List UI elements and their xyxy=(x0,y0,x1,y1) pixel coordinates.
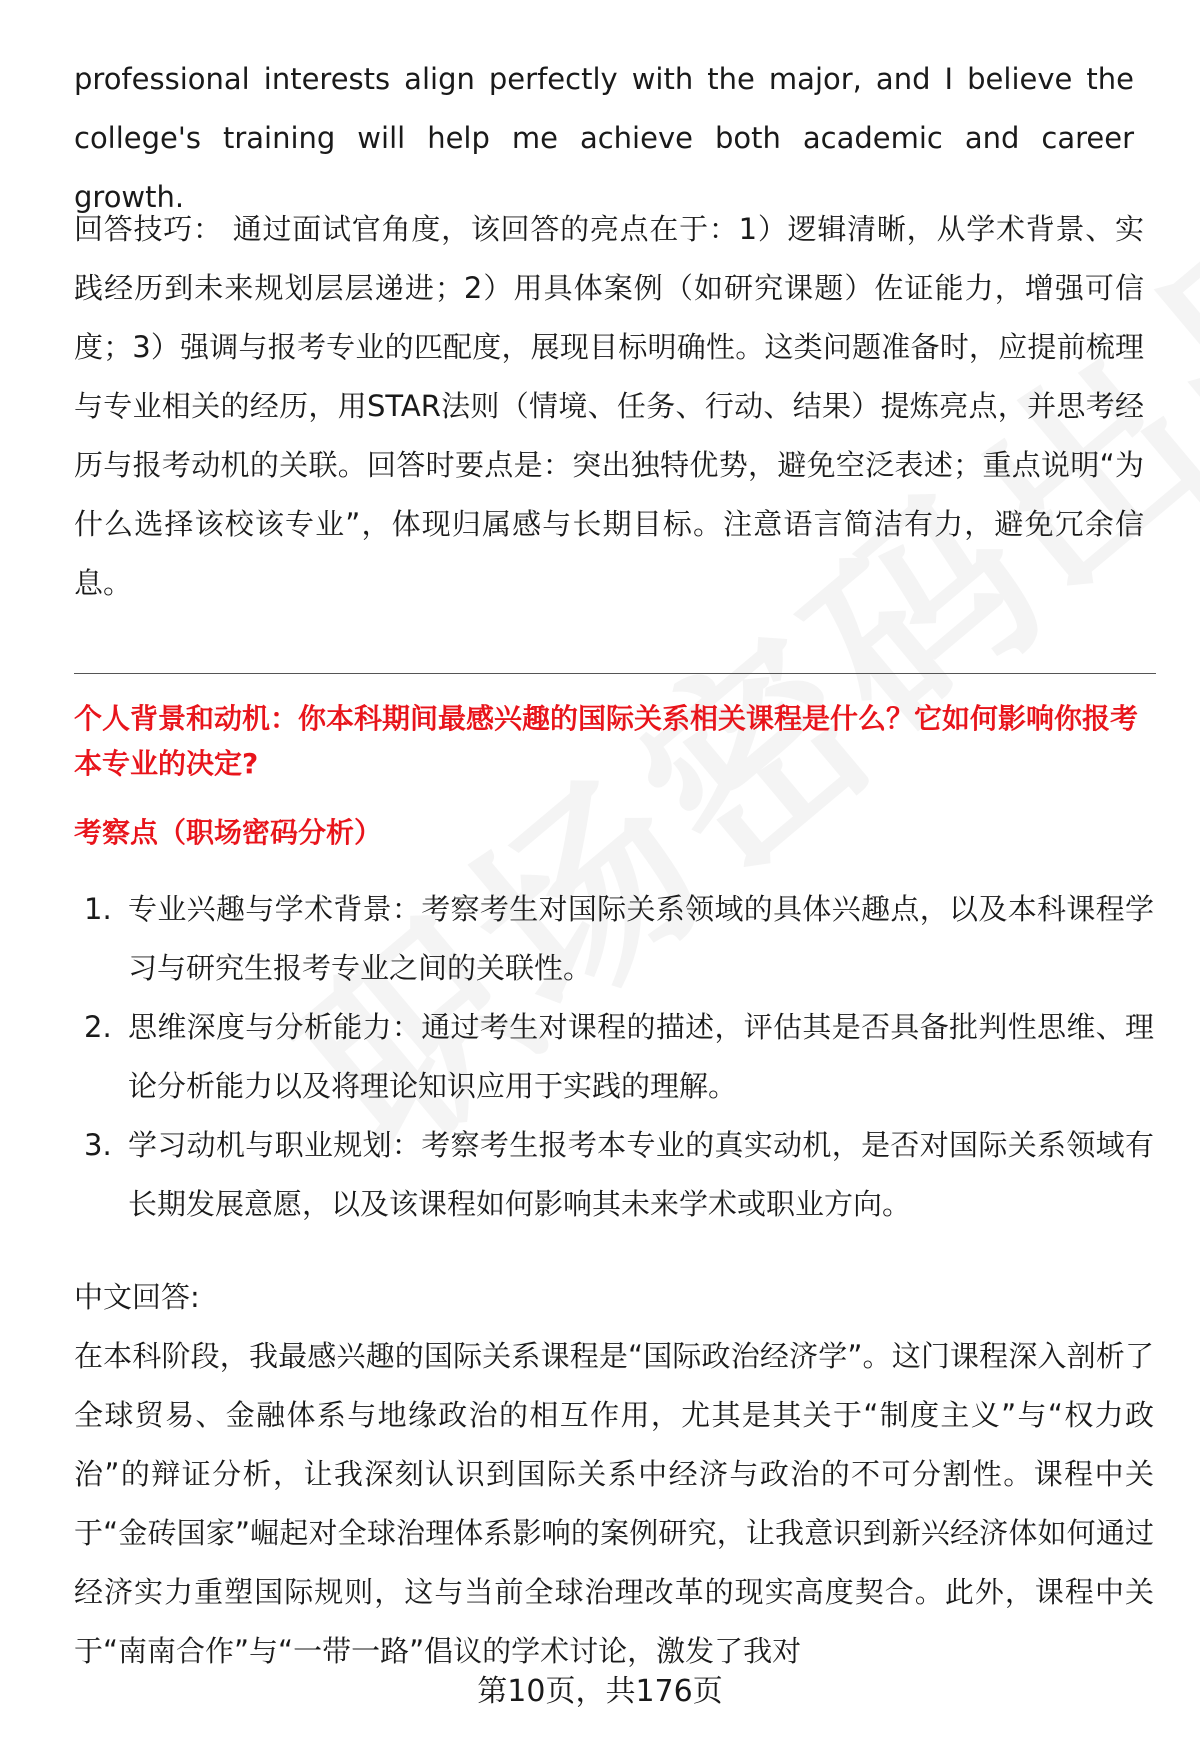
list-item xyxy=(74,1116,1154,1234)
assessment-points-heading: 考察点（职场密码分析） xyxy=(74,816,383,849)
assessment-points-list xyxy=(74,880,1154,1234)
list-item-number: 1. xyxy=(84,892,112,926)
answer-tips-paragraph: 回答技巧： 通过面试官角度，该回答的亮点在于：1）逻辑清晰，从学术背景、实践经历到未来规划层层递进；2）用具体案例（如研究课题）佐证能力，增强可信度；3）强调与报考专业的匹配度，展现目标明确性。这类问题准备时，应提前梳理与专业相关的经历，用STAR法则（情境、任务、行动、结果）提炼亮点，并思考经历与报考动机的关联。回答时要点是：突出独特优势，避免空泛表述；重点说明“为什么选择该校该专业”，体现归属感与长期目标。注意语言简洁有力，避免冗余信息。 xyxy=(74,212,1144,600)
list-item-number: 2. xyxy=(84,1010,112,1044)
page-number-footer: 第10页，共176页 xyxy=(477,1674,723,1709)
list-item xyxy=(74,880,1154,998)
section-divider xyxy=(74,673,1156,674)
english-paragraph: professional interests align perfectly with the major, and I believe the college's training will help me achieve both academic and career growth. xyxy=(74,62,1134,214)
list-item-text: 学习动机与职业规划：考察考生报考本专业的真实动机，是否对国际关系领域有长期发展意愿，以及该课程如何影响其未来学术或职业方向。 xyxy=(128,1128,1154,1221)
list-item-text: 思维深度与分析能力：通过考生对课程的描述，评估其是否具备批判性思维、理论分析能力以及将理论知识应用于实践的理解。 xyxy=(128,1010,1154,1103)
list-item-number: 3. xyxy=(84,1128,112,1162)
list-item-text: 专业兴趣与学术背景：考察考生对国际关系领域的具体兴趣点，以及本科课程学习与研究生报考专业之间的关联性。 xyxy=(128,892,1154,985)
list-item xyxy=(74,998,1154,1116)
chinese-answer-paragraph: 在本科阶段，我最感兴趣的国际关系课程是“国际政治经济学”。这门课程深入剖析了全球贸易、金融体系与地缘政治的相互作用，尤其是其关于“制度主义”与“权力政治”的辩证分析，让我深刻认识到国际关系中经济与政治的不可分割性。课程中关于“金砖国家”崛起对全球治理体系影响的案例研究，让我意识到新兴经济体如何通过经济实力重塑国际规则，这与当前全球治理改革的现实高度契合。此外，课程中关于“南南合作”与“一带一路”倡议的学术讨论，激发了我对 xyxy=(74,1339,1154,1668)
chinese-answer-label: 中文回答: xyxy=(74,1280,200,1314)
question-title: 个人背景和动机：你本科期间最感兴趣的国际关系相关课程是什么？它如何影响你报考本专业的决定? xyxy=(74,702,1139,780)
